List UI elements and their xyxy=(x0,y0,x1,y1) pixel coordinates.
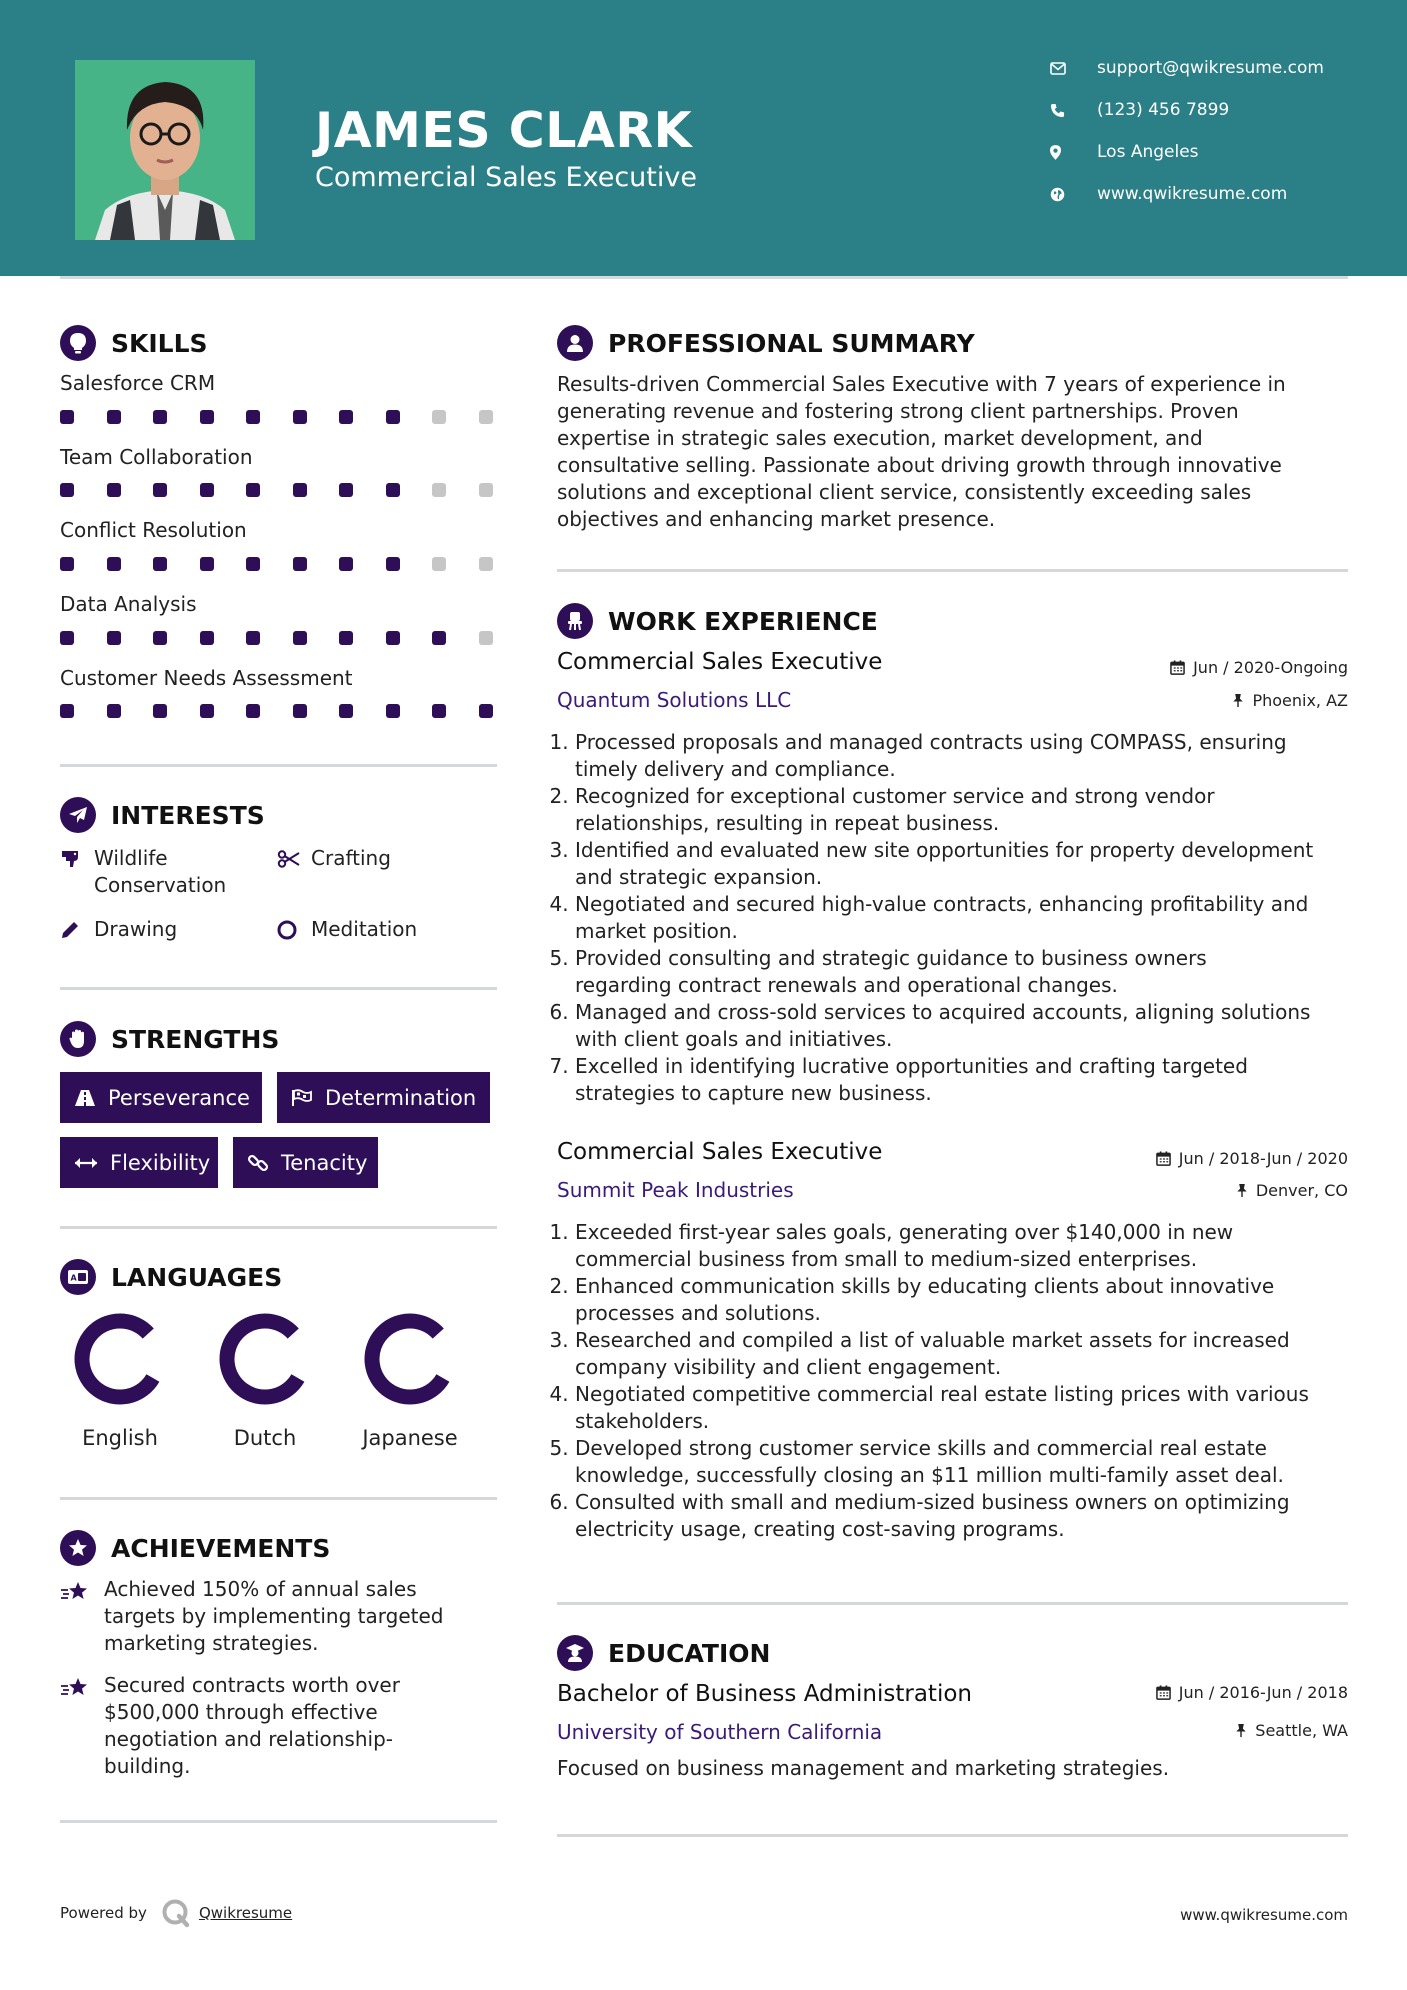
skill-rating xyxy=(60,631,525,645)
job-bullet-line: Researched and compiled a list of valuable market assets for increased xyxy=(575,1328,1290,1352)
achievement-line: building. xyxy=(104,1754,191,1778)
skill-dot-filled xyxy=(479,704,493,718)
skill-dot-filled xyxy=(339,631,353,645)
skill-dot-filled xyxy=(293,704,307,718)
achievements-section-title xyxy=(60,1530,330,1566)
interests-section-title xyxy=(60,797,265,833)
skill-dot-filled xyxy=(200,410,214,424)
skill-dot-empty xyxy=(479,631,493,645)
skill-dot-filled xyxy=(386,631,400,645)
job-bullet-line: Consulted with small and medium-sized business owners on optimizing xyxy=(575,1490,1290,1514)
language-ring xyxy=(71,1310,169,1408)
achievement-line: targets by implementing targeted xyxy=(104,1604,444,1628)
job-bullet-line: Identified and evaluated new site opportunities for property development xyxy=(575,838,1314,862)
interest-label: Wildlife xyxy=(94,846,168,870)
skill-dot-filled xyxy=(339,557,353,571)
job-bullet xyxy=(575,945,1365,999)
skill-dot-filled xyxy=(246,483,260,497)
phone-icon xyxy=(1050,103,1080,118)
skill-dot-filled xyxy=(339,410,353,424)
strength-label: Perseverance xyxy=(108,1085,250,1110)
work-section-title xyxy=(557,603,878,639)
lightbulb-icon xyxy=(60,325,96,361)
calendar-icon xyxy=(1156,1685,1171,1700)
education-date xyxy=(1156,1683,1348,1702)
section-divider xyxy=(557,1602,1348,1605)
skill-dot-filled xyxy=(60,483,74,497)
skill-dot-filled xyxy=(200,704,214,718)
job-location xyxy=(1232,691,1348,710)
section-divider xyxy=(60,1820,497,1823)
skill-dot-empty xyxy=(432,410,446,424)
user-icon xyxy=(557,325,593,361)
summary-text xyxy=(557,371,1357,533)
summary-line: objectives and enhancing market presence. xyxy=(557,507,996,531)
interests-heading: INTERESTS xyxy=(111,800,265,830)
strength-chip xyxy=(277,1072,490,1123)
job-bullet xyxy=(575,999,1365,1053)
job-bullet-line: knowledge, successfully closing an $11 million multi-family asset deal. xyxy=(575,1463,1284,1487)
education-degree: Bachelor of Business Administration xyxy=(557,1681,972,1707)
achievement-line: Secured contracts worth over xyxy=(104,1673,400,1697)
interest-label: Drawing xyxy=(94,917,178,941)
job-role: Commercial Sales Executive xyxy=(557,1139,883,1165)
job-bullet xyxy=(575,1273,1365,1327)
skill-dot-filled xyxy=(153,631,167,645)
contact-website-text: www.qwikresume.com xyxy=(1097,184,1288,204)
job-bullets xyxy=(557,729,1365,1107)
summary-line: generating revenue and fostering strong client partnerships. Proven xyxy=(557,399,1239,423)
job-bullet-line: Provided consulting and strategic guidance to business owners xyxy=(575,946,1207,970)
job-bullet xyxy=(575,1053,1365,1107)
star-badge-icon xyxy=(60,1530,96,1566)
hand-icon xyxy=(60,1021,96,1057)
job-bullet-line: Excelled in identifying lucrative opportunities and crafting targeted xyxy=(575,1054,1248,1078)
skill-rating xyxy=(60,557,525,571)
language-label: Dutch xyxy=(233,1426,297,1450)
job-bullet xyxy=(575,1381,1365,1435)
summary-line: solutions and exceptional client service, consistently exceeding sales xyxy=(557,480,1252,504)
calendar-icon xyxy=(1170,660,1185,675)
job-date xyxy=(1156,1149,1348,1168)
skill-label: Customer Needs Assessment xyxy=(60,666,353,690)
job-bullet-line: Enhanced communication skills by educating clients about innovative xyxy=(575,1274,1275,1298)
contact-phone-text: (123) 456 7899 xyxy=(1097,100,1230,120)
work-heading: WORK EXPERIENCE xyxy=(608,606,878,636)
circle-icon xyxy=(277,916,301,943)
skill-dot-filled xyxy=(339,704,353,718)
job-bullet-line: relationships, resulting in repeat business. xyxy=(575,811,1000,835)
section-divider xyxy=(60,987,497,990)
skill-dot-filled xyxy=(246,631,260,645)
job-bullet-line: processes and solutions. xyxy=(575,1301,821,1325)
skill-dot-filled xyxy=(386,704,400,718)
skills-heading: SKILLS xyxy=(111,328,208,358)
section-divider xyxy=(60,1226,497,1229)
interest-item xyxy=(277,916,417,943)
language-ring-arc xyxy=(372,1321,443,1397)
skill-dot-filled xyxy=(107,410,121,424)
education-description: Focused on business management and marketing strategies. xyxy=(557,1756,1170,1780)
job-bullet xyxy=(575,1489,1365,1543)
contact-location-text: Los Angeles xyxy=(1097,142,1199,162)
skill-dot-filled xyxy=(153,483,167,497)
paper-plane-icon xyxy=(60,797,96,833)
skills-section-title xyxy=(60,325,208,361)
skill-dot-filled xyxy=(107,631,121,645)
location-pin-icon xyxy=(1050,145,1080,160)
job-company: Quantum Solutions LLC xyxy=(557,688,792,712)
strengths-heading: STRENGTHS xyxy=(111,1024,280,1054)
qwikresume-logo-icon xyxy=(161,1898,191,1928)
flag-icon xyxy=(291,1089,313,1107)
job-bullet xyxy=(575,891,1365,945)
contact-email-text: support@qwikresume.com xyxy=(1097,58,1324,78)
language-ring xyxy=(361,1310,459,1408)
interest-label: Meditation xyxy=(311,917,418,941)
section-divider xyxy=(60,764,497,767)
calendar-icon xyxy=(1156,1151,1171,1166)
skill-dot-filled xyxy=(293,557,307,571)
job-date xyxy=(1170,658,1348,677)
skill-dot-filled xyxy=(153,557,167,571)
interest-item xyxy=(60,845,226,899)
skill-dot-filled xyxy=(200,557,214,571)
summary-line: expertise in strategic sales execution, market development, and xyxy=(557,426,1203,450)
job-bullet xyxy=(575,729,1365,783)
skill-dot-filled xyxy=(293,631,307,645)
skill-dot-filled xyxy=(107,704,121,718)
contact-location xyxy=(1050,142,1199,162)
skill-dot-empty xyxy=(432,483,446,497)
skill-rating xyxy=(60,483,525,497)
contact-email[interactable] xyxy=(1050,58,1324,78)
skill-label: Conflict Resolution xyxy=(60,518,247,542)
education-location xyxy=(1235,1721,1348,1740)
wildlife-icon xyxy=(60,845,84,872)
interest-item xyxy=(60,916,177,943)
job-date-text: Jun / 2018-Jun / 2020 xyxy=(1178,1149,1348,1168)
skill-dot-filled xyxy=(60,410,74,424)
svg-text:A: A xyxy=(70,1273,77,1283)
summary-line: Results-driven Commercial Sales Executive with 7 years of experience in xyxy=(557,372,1286,396)
job-bullet xyxy=(575,1327,1365,1381)
strength-chip xyxy=(233,1137,378,1188)
language-ring xyxy=(216,1310,314,1408)
skill-dot-filled xyxy=(107,483,121,497)
skill-dot-filled xyxy=(107,557,121,571)
profile-photo xyxy=(75,60,255,240)
section-divider xyxy=(557,569,1348,572)
interest-label: Crafting xyxy=(311,846,391,870)
job-role: Commercial Sales Executive xyxy=(557,649,883,675)
education-section-title xyxy=(557,1635,770,1671)
skill-label: Team Collaboration xyxy=(60,445,253,469)
skill-dot-filled xyxy=(60,631,74,645)
pushpin-icon xyxy=(1235,1723,1247,1738)
skill-dot-empty xyxy=(479,483,493,497)
achievements-heading: ACHIEVEMENTS xyxy=(111,1533,331,1563)
strength-label: Flexibility xyxy=(110,1150,211,1175)
job-location-text: Phoenix, AZ xyxy=(1252,691,1348,710)
job-bullet-line: strategies to capture new business. xyxy=(575,1081,932,1105)
job-bullets xyxy=(557,1219,1365,1543)
strengths-section-title xyxy=(60,1021,279,1057)
job-bullet-line: electricity usage, creating cost-saving programs. xyxy=(575,1517,1065,1541)
skill-dot-filled xyxy=(293,410,307,424)
skill-dot-filled xyxy=(60,557,74,571)
pencil-icon xyxy=(60,916,84,943)
skill-dot-filled xyxy=(386,410,400,424)
language-label: Japanese xyxy=(362,1426,458,1450)
achievement-line: Achieved 150% of annual sales xyxy=(104,1577,417,1601)
languages-heading: LANGUAGES xyxy=(111,1262,283,1292)
skill-dot-filled xyxy=(339,483,353,497)
achievement-item xyxy=(60,1576,480,1657)
job-bullet xyxy=(575,1435,1365,1489)
job-bullet-line: Exceeded first-year sales goals, generating over $140,000 in new xyxy=(575,1220,1234,1244)
skill-rating xyxy=(60,704,525,718)
road-icon xyxy=(74,1089,96,1107)
skill-label: Salesforce CRM xyxy=(60,371,216,395)
skill-dot-filled xyxy=(246,704,260,718)
job-bullet-line: Developed strong customer service skills and commercial real estate xyxy=(575,1436,1267,1460)
job-bullet-line: timely delivery and compliance. xyxy=(575,757,896,781)
arrows-icon xyxy=(74,1157,98,1169)
candidate-name: JAMES CLARK xyxy=(315,102,693,159)
shooting-star-icon xyxy=(60,1672,92,1780)
envelope-icon xyxy=(1050,62,1080,75)
skill-dot-filled xyxy=(246,557,260,571)
summary-section-title xyxy=(557,325,975,361)
powered-by-label: Powered by xyxy=(60,1904,147,1922)
skill-dot-filled xyxy=(246,410,260,424)
job-bullet-line: Recognized for exceptional customer service and strong vendor xyxy=(575,784,1215,808)
interest-item xyxy=(277,845,391,872)
contact-phone[interactable] xyxy=(1050,100,1229,120)
job-bullet-line: Managed and cross-sold services to acquired accounts, aligning solutions xyxy=(575,1000,1311,1024)
summary-line: consultative selling. Passionate about driving growth through innovative xyxy=(557,453,1282,477)
job-bullet-line: company visibility and client engagement. xyxy=(575,1355,1002,1379)
education-school: University of Southern California xyxy=(557,1720,883,1744)
skill-dot-filled xyxy=(60,704,74,718)
strength-label: Determination xyxy=(325,1085,477,1110)
skill-dot-filled xyxy=(432,631,446,645)
skill-dot-filled xyxy=(153,410,167,424)
pushpin-icon xyxy=(1236,1183,1248,1198)
job-bullet-line: Negotiated competitive commercial real estate listing prices with various xyxy=(575,1382,1309,1406)
job-bullet-line: Processed proposals and managed contracts using COMPASS, ensuring xyxy=(575,730,1287,754)
skill-rating xyxy=(60,410,525,424)
language-ring-arc xyxy=(227,1321,298,1397)
education-date-text: Jun / 2016-Jun / 2018 xyxy=(1178,1683,1348,1702)
job-bullet-line: Negotiated and secured high-value contracts, enhancing profitability and xyxy=(575,892,1309,916)
job-bullet xyxy=(575,837,1365,891)
job-bullet-line: and strategic expansion. xyxy=(575,865,823,889)
pushpin-icon xyxy=(1232,693,1244,708)
job-bullet xyxy=(575,1219,1365,1273)
scissors-icon xyxy=(277,845,301,872)
language-label: English xyxy=(82,1426,158,1450)
skill-dot-filled xyxy=(293,483,307,497)
summary-heading: PROFESSIONAL SUMMARY xyxy=(608,328,975,358)
shooting-star-icon xyxy=(60,1576,92,1657)
section-divider xyxy=(60,1497,497,1500)
link-icon xyxy=(247,1152,269,1174)
language-card-icon xyxy=(60,1259,96,1295)
skill-label: Data Analysis xyxy=(60,592,197,616)
achievement-line: marketing strategies. xyxy=(104,1631,319,1655)
chair-icon xyxy=(557,603,593,639)
job-bullet-line: stakeholders. xyxy=(575,1409,710,1433)
language-item xyxy=(350,1310,470,1450)
job-company: Summit Peak Industries xyxy=(557,1178,794,1202)
skill-dot-filled xyxy=(432,704,446,718)
job-bullet-line: with client goals and initiatives. xyxy=(575,1027,893,1051)
strength-chip xyxy=(60,1137,218,1188)
contact-website[interactable] xyxy=(1050,184,1287,204)
achievement-line: negotiation and relationship- xyxy=(104,1727,393,1751)
language-item xyxy=(60,1310,180,1450)
achievement-item xyxy=(60,1672,480,1780)
skill-dot-filled xyxy=(386,483,400,497)
candidate-title: Commercial Sales Executive xyxy=(315,162,697,193)
job-location-text: Denver, CO xyxy=(1255,1181,1348,1200)
education-location-text: Seattle, WA xyxy=(1255,1721,1348,1740)
job-date-text: Jun / 2020-Ongoing xyxy=(1193,658,1348,677)
languages-section-title xyxy=(60,1259,282,1295)
education-heading: EDUCATION xyxy=(608,1638,771,1668)
section-divider xyxy=(557,1834,1348,1837)
footer-powered-by xyxy=(60,1898,292,1928)
header-divider xyxy=(60,276,1348,279)
skill-dot-filled xyxy=(200,631,214,645)
achievement-line: $500,000 through effective xyxy=(104,1700,378,1724)
strength-chip xyxy=(60,1072,262,1123)
language-item xyxy=(205,1310,325,1450)
job-bullet xyxy=(575,783,1365,837)
skill-dot-filled xyxy=(386,557,400,571)
interest-label-line2: Conservation xyxy=(94,873,227,897)
skill-dot-empty xyxy=(479,410,493,424)
job-location xyxy=(1236,1181,1348,1200)
skill-dot-filled xyxy=(200,483,214,497)
graduate-icon xyxy=(557,1635,593,1671)
footer-website[interactable]: www.qwikresume.com xyxy=(1180,1906,1348,1924)
qwikresume-link[interactable]: Qwikresume xyxy=(198,1904,293,1922)
job-bullet-line: regarding contract renewals and operational changes. xyxy=(575,973,1118,997)
skill-dot-empty xyxy=(432,557,446,571)
skill-dot-filled xyxy=(153,704,167,718)
strength-label: Tenacity xyxy=(281,1150,368,1175)
header-banner xyxy=(0,0,1407,276)
job-bullet-line: commercial business from small to medium-sized enterprises. xyxy=(575,1247,1198,1271)
skill-dot-empty xyxy=(479,557,493,571)
language-ring-arc xyxy=(82,1321,153,1397)
globe-icon xyxy=(1050,187,1080,202)
job-bullet-line: market position. xyxy=(575,919,738,943)
